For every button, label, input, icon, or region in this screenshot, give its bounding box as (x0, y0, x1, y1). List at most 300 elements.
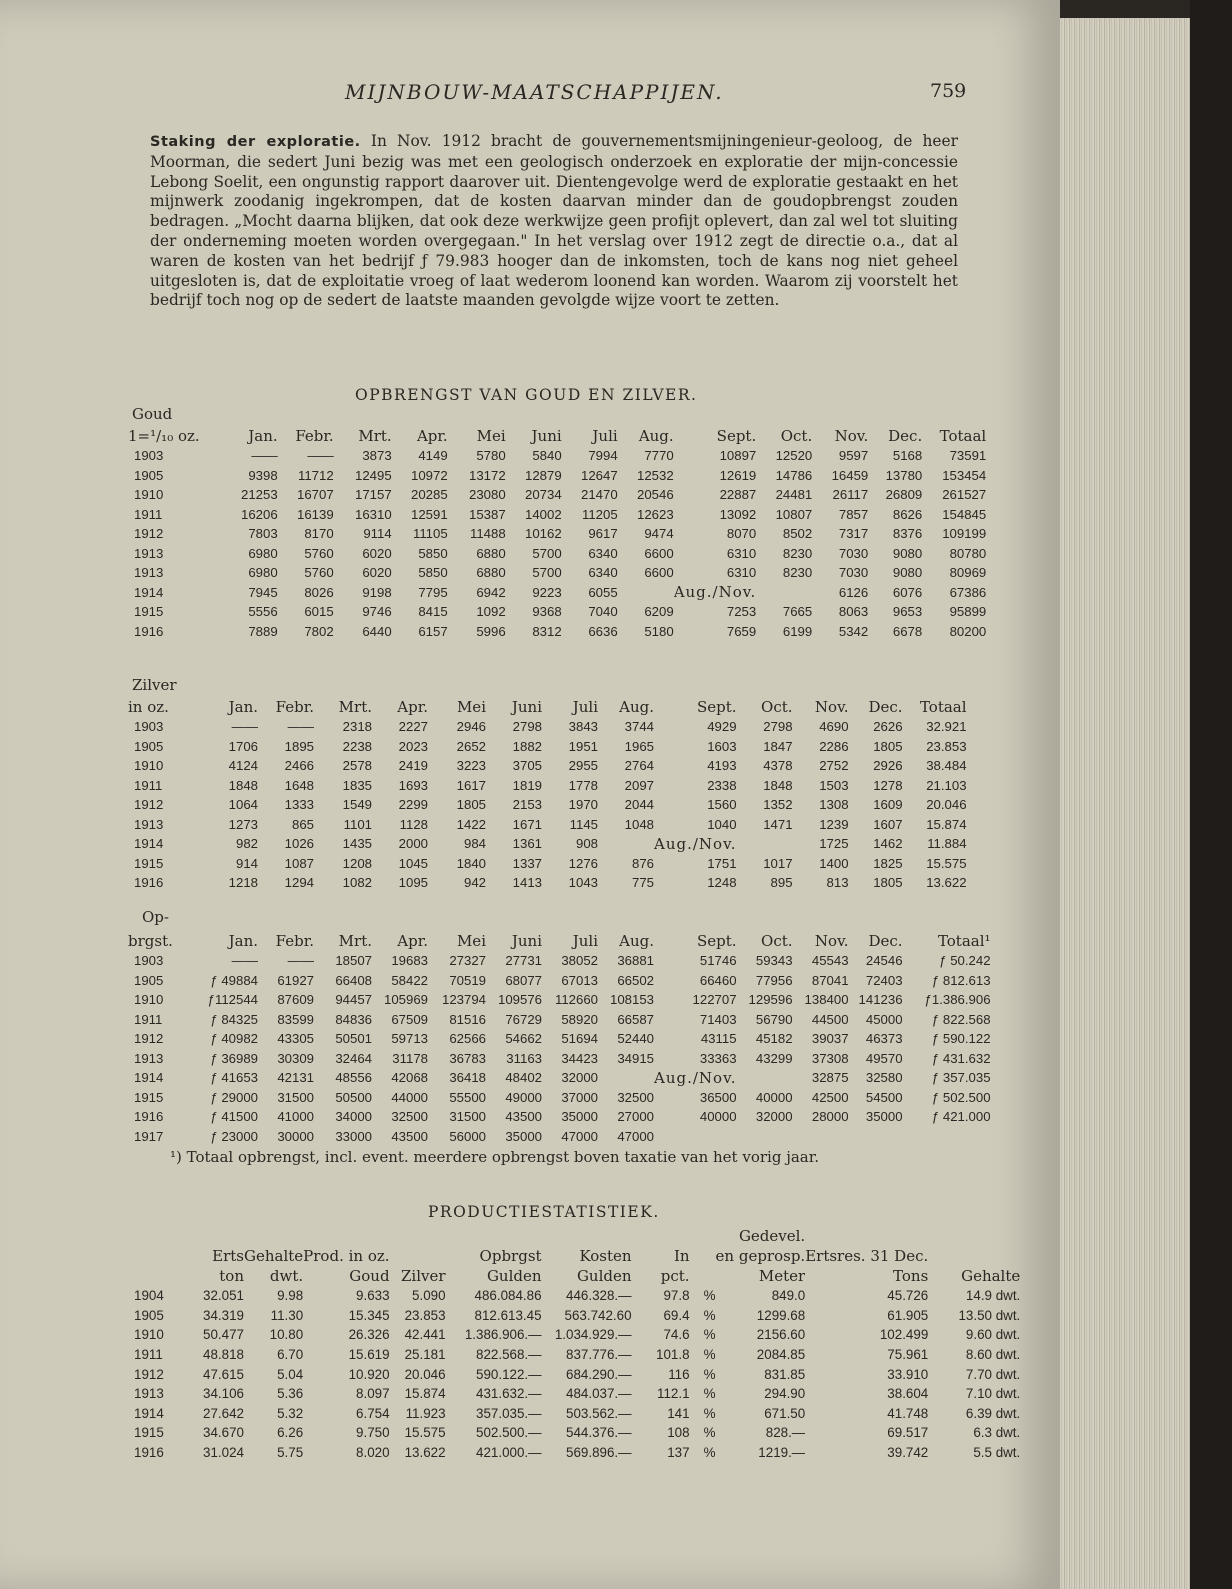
column-header: Gulden (576, 1267, 632, 1285)
year-cell: 1915 (134, 1089, 164, 1105)
value-cell: ƒ112544 (207, 992, 258, 1008)
value-cell: 9617 (588, 526, 618, 542)
value-cell: 34915 (617, 1050, 654, 1066)
value-cell: 141 (667, 1405, 690, 1421)
value-cell: 6.39 dwt. (965, 1405, 1021, 1421)
value-cell: 62566 (449, 1031, 486, 1047)
column-header: Juli (572, 931, 598, 950)
value-cell: 30309 (277, 1050, 314, 1066)
value-cell: 1609 (873, 797, 903, 813)
value-cell: 30000 (277, 1128, 314, 1144)
value-cell: 43500 (391, 1128, 428, 1144)
value-cell: 34.106 (203, 1386, 244, 1402)
value-cell: 1333 (284, 797, 314, 813)
value-cell: 34.319 (203, 1307, 244, 1323)
zilver-unit-header: in oz. (128, 697, 169, 716)
value-cell: 32500 (391, 1109, 428, 1125)
value-cell: ƒ1.386.906 (924, 992, 991, 1008)
value-cell: 7317 (838, 526, 869, 542)
column-header: ton (219, 1267, 244, 1285)
value-cell: 123794 (441, 992, 486, 1008)
year-cell: 1911 (134, 506, 163, 522)
paragraph-text: In Nov. 1912 bracht de gouvernementsmijningenieur-geoloog, de heer Moorman, die sedert Juni bezig was met een geologisch onderzoek en exploratie der mijn-concessie Lebong Soelit, een ongunstig rapport daarover uit. Dientengevolge werd de exploratie gestaakt en het mijnwerk zoodanig ingekrompen, dat de kosten daarvan minder dan de goudopbrengst zouden bedragen. „Mocht daarna blijken, dat ook deze werkwijze geen profijt oplevert, dan zal wel tot sluiting der onderneming moeten worden overgegaan." In het verslag over 1912 zegt de directie o.a., dat al waren de kosten van het bedrijf ƒ 79.983 hooger dan de inkomsten, toch de kans nog niet geheel uitgesloten is, dat de exploitatie vroeg of laat wederom loonend kan worden. Waarom zij voorstelt het bedrijf toch nog op de sedert de laatste maanden gevolgde wijze voort te zetten. (150, 132, 958, 310)
value-cell: 50500 (335, 1089, 372, 1105)
year-cell: 1912 (134, 797, 164, 813)
value-cell: % (703, 1327, 716, 1343)
value-cell: 2097 (624, 777, 654, 793)
value-cell: 67386 (949, 584, 987, 600)
value-cell: 7040 (588, 604, 618, 620)
value-cell: —— (287, 719, 314, 735)
value-cell: 66587 (617, 1011, 654, 1027)
column-header: Mrt. (358, 426, 392, 445)
value-cell: 8626 (892, 506, 923, 522)
value-cell: ƒ 36989 (210, 1050, 258, 1066)
value-cell: 1471 (763, 816, 793, 832)
value-cell: 97.8 (663, 1288, 690, 1304)
year-cell: 1916 (134, 1445, 164, 1461)
value-cell: 3873 (362, 448, 392, 464)
value-cell: 95899 (949, 604, 987, 620)
value-cell: 1294 (284, 875, 314, 891)
value-cell: 5.75 (277, 1445, 304, 1461)
value-cell: 72403 (865, 972, 903, 988)
year-cell: 1912 (134, 526, 164, 542)
value-cell: 4193 (707, 758, 737, 774)
value-cell: 1239 (819, 816, 849, 832)
zilver-table (128, 696, 967, 893)
year-cell: 1916 (134, 623, 164, 639)
section-title-productie: PRODUCTIESTATISTIEK. (428, 1203, 660, 1221)
value-cell: ƒ 40982 (210, 1031, 258, 1047)
value-cell: 9368 (532, 604, 562, 620)
value-cell: 15.575 (926, 855, 967, 871)
geld-row (128, 1127, 991, 1147)
value-cell: 32580 (865, 1070, 903, 1086)
column-header: Gehalte (961, 1267, 1021, 1285)
value-cell (903, 1127, 991, 1147)
value-cell (793, 1127, 849, 1147)
value-cell: % (703, 1405, 716, 1421)
value-cell: ƒ 49884 (210, 972, 258, 988)
column-header: In (673, 1247, 690, 1265)
value-cell: 5.36 (277, 1386, 304, 1402)
value-cell: 6020 (362, 565, 392, 581)
zilver-label: Zilver (132, 676, 177, 694)
value-cell: 2798 (512, 719, 542, 735)
value-cell: 357.035.— (476, 1405, 542, 1421)
value-cell: 35000 (865, 1109, 903, 1125)
value-cell: 12647 (581, 467, 618, 483)
value-cell: % (703, 1445, 716, 1461)
value-cell: 50501 (335, 1031, 372, 1047)
value-cell: 1882 (512, 738, 542, 754)
value-cell: 5.04 (277, 1366, 304, 1382)
value-cell: 38052 (561, 953, 598, 969)
value-cell (737, 1068, 793, 1088)
value-cell: 10162 (525, 526, 562, 542)
column-header: Dec. (888, 426, 923, 445)
value-cell: 26117 (832, 487, 869, 503)
value-cell: 48556 (335, 1070, 372, 1086)
value-cell: 1145 (569, 816, 598, 832)
value-cell: 5760 (304, 565, 334, 581)
value-cell: 112660 (554, 992, 598, 1008)
value-cell: 46373 (865, 1031, 903, 1047)
column-header: Mrt. (338, 697, 372, 716)
value-cell: 563.742.60 (564, 1307, 632, 1323)
value-cell: 503.562.— (566, 1405, 632, 1421)
value-cell: 77956 (755, 972, 793, 988)
value-cell: 6440 (362, 623, 392, 639)
value-cell: 42500 (811, 1089, 849, 1105)
value-cell: 15387 (469, 506, 506, 522)
value-cell: 6.3 dwt. (973, 1425, 1021, 1441)
year-cell: 1904 (134, 1288, 164, 1304)
value-cell: 20734 (525, 487, 562, 503)
value-cell: 9653 (892, 604, 923, 620)
value-cell: 1805 (456, 797, 486, 813)
column-header: Jan. (228, 931, 258, 950)
geld-row (128, 1088, 991, 1108)
footnote: ¹) Totaal opbrengst, incl. event. meerdere opbrengst boven taxatie van het vorig jaar. (170, 1148, 820, 1166)
value-cell: 43115 (700, 1031, 737, 1047)
value-cell: 1725 (819, 836, 849, 852)
column-header (128, 1266, 176, 1286)
year-cell: 1913 (134, 565, 164, 581)
value-cell: 1101 (343, 816, 372, 832)
geld-row (128, 1049, 991, 1069)
value-cell: 942 (463, 875, 486, 891)
column-header: Sept. (716, 426, 757, 445)
value-cell: 8502 (782, 526, 813, 542)
value-cell: 590.122.— (476, 1366, 542, 1382)
value-cell (737, 1127, 793, 1147)
value-cell (737, 834, 793, 854)
value-cell: 6.754 (356, 1405, 390, 1421)
value-cell: 38.484 (926, 758, 967, 774)
value-cell: 67509 (391, 1011, 428, 1027)
value-cell: 5180 (644, 623, 674, 639)
year-cell: 1910 (134, 758, 164, 774)
value-cell: 569.896.— (566, 1445, 632, 1461)
year-cell: 1910 (134, 487, 164, 503)
value-cell: 895 (770, 875, 793, 891)
column-header: dwt. (269, 1267, 304, 1285)
year-cell: 1911 (134, 1011, 163, 1027)
value-cell: —— (287, 953, 314, 969)
value-cell: 8070 (726, 526, 757, 542)
value-cell: 20546 (637, 487, 674, 503)
column-header: Jan. (248, 426, 278, 445)
value-cell: 13780 (885, 467, 923, 483)
value-cell: % (703, 1386, 716, 1402)
column-header (928, 1226, 1020, 1246)
value-cell: 1017 (763, 855, 793, 871)
column-header: Nov. (814, 697, 849, 716)
value-cell: 80780 (949, 545, 987, 561)
value-cell: 7.70 dwt. (965, 1366, 1021, 1382)
goud-row (128, 622, 986, 642)
value-cell: 14.9 dwt. (965, 1288, 1021, 1304)
column-header: Opbrgst (479, 1247, 542, 1265)
value-cell: Aug./Nov. (673, 583, 757, 602)
value-cell: 1435 (342, 836, 372, 852)
value-cell: 6600 (644, 545, 674, 561)
value-cell: 1248 (707, 875, 737, 891)
value-cell: 6076 (892, 584, 923, 600)
value-cell: —— (251, 448, 278, 464)
value-cell: 2000 (398, 836, 428, 852)
value-cell: 16310 (355, 506, 392, 522)
geld-row (128, 990, 991, 1010)
value-cell: 138400 (804, 992, 849, 1008)
year-cell: 1903 (134, 953, 164, 969)
column-header: Gehalte (244, 1247, 304, 1265)
column-header: en geprosp. (715, 1247, 806, 1265)
value-cell: 1825 (873, 855, 903, 871)
value-cell: 10.920 (348, 1366, 390, 1382)
value-cell: 36500 (699, 1089, 737, 1105)
value-cell: 876 (631, 855, 654, 871)
year-cell: 1915 (134, 1425, 164, 1441)
value-cell: 32000 (561, 1070, 598, 1086)
value-cell: 54662 (505, 1031, 542, 1047)
productie-header-row (128, 1246, 1020, 1266)
value-cell: 11.884 (927, 836, 967, 852)
productie-row (128, 1325, 1020, 1345)
column-header: Febr. (295, 426, 334, 445)
value-cell: 831.85 (764, 1366, 806, 1382)
value-cell: 6678 (892, 623, 923, 639)
value-cell: 2023 (398, 738, 428, 754)
value-cell: 15.575 (404, 1425, 446, 1441)
value-cell: 261527 (942, 487, 987, 503)
value-cell: 1805 (873, 875, 903, 891)
column-header: Aug. (638, 426, 674, 445)
value-cell: 2955 (568, 758, 598, 774)
value-cell: 24481 (775, 487, 813, 503)
value-cell: 21253 (241, 487, 278, 503)
year-cell: 1913 (134, 816, 164, 832)
productie-row (128, 1345, 1020, 1365)
year-cell: 1913 (134, 1050, 164, 1066)
value-cell: 56790 (755, 1011, 793, 1027)
value-cell: % (703, 1307, 716, 1323)
value-cell: 75.961 (887, 1347, 929, 1363)
column-header: Gulden (486, 1267, 542, 1285)
geld-row (128, 1029, 991, 1049)
value-cell: 45543 (811, 953, 849, 969)
value-cell: 1503 (819, 777, 849, 793)
column-header: Febr. (275, 697, 314, 716)
value-cell: 137 (667, 1445, 690, 1461)
value-cell: 112.1 (657, 1386, 690, 1402)
value-cell: 9223 (532, 584, 562, 600)
column-header (244, 1226, 303, 1246)
column-header: Tons (893, 1267, 929, 1285)
column-header (805, 1226, 928, 1246)
value-cell: 1218 (228, 875, 258, 891)
value-cell: 12879 (525, 467, 562, 483)
value-cell: 2227 (398, 719, 428, 735)
geld-row (128, 971, 991, 991)
value-cell: 43305 (277, 1031, 314, 1047)
productie-header-row (128, 1266, 1020, 1286)
geld-row (128, 1068, 991, 1088)
value-cell: 6980 (248, 565, 278, 581)
value-cell: 47000 (561, 1128, 598, 1144)
value-cell: 25.181 (404, 1347, 446, 1363)
value-cell: 1082 (342, 875, 372, 891)
value-cell: 5.5 dwt. (973, 1445, 1021, 1461)
value-cell: 837.776.— (566, 1347, 632, 1363)
value-cell: 7253 (726, 604, 757, 620)
value-cell: 34.670 (203, 1425, 244, 1441)
value-cell: 8312 (532, 623, 562, 639)
value-cell: 43299 (755, 1050, 793, 1066)
value-cell: 7945 (248, 584, 278, 600)
value-cell: 1422 (456, 816, 486, 832)
value-cell: 42131 (277, 1070, 314, 1086)
year-cell: 1905 (134, 972, 164, 988)
value-cell: 6126 (838, 584, 869, 600)
value-cell: 7.10 dwt. (965, 1386, 1021, 1402)
book-spine-shadow (1190, 0, 1232, 1589)
value-cell (849, 1127, 903, 1147)
value-cell: 1951 (568, 738, 598, 754)
value-cell: 1671 (512, 816, 542, 832)
value-cell: 58422 (391, 972, 428, 988)
running-title: MIJNBOUW-MAATSCHAPPIJEN. (345, 80, 724, 104)
value-cell: 36783 (449, 1050, 486, 1066)
column-header: Dec. (868, 697, 903, 716)
value-cell: 19683 (391, 953, 428, 969)
value-cell: 1043 (568, 875, 598, 891)
year-cell: 1905 (134, 738, 164, 754)
value-cell: 13092 (719, 506, 757, 522)
value-cell: —— (231, 719, 258, 735)
value-cell: 1276 (568, 855, 598, 871)
column-header (128, 1246, 176, 1266)
value-cell: 7857 (838, 506, 869, 522)
value-cell: 68077 (505, 972, 542, 988)
value-cell: 6636 (588, 623, 618, 639)
value-cell: 87609 (277, 992, 314, 1008)
value-cell: 9.750 (356, 1425, 390, 1441)
value-cell: 2752 (819, 758, 849, 774)
value-cell: 15.874 (926, 816, 967, 832)
value-cell: 1848 (228, 777, 258, 793)
value-cell: 43500 (505, 1109, 542, 1125)
column-header: Apr. (397, 931, 428, 950)
value-cell: 7994 (588, 448, 618, 464)
value-cell: 684.290.— (566, 1366, 632, 1382)
value-cell: 41000 (277, 1109, 314, 1125)
column-header (390, 1246, 446, 1266)
value-cell: 865 (291, 816, 314, 832)
section-title-opbrengst: OPBRENGST VAN GOUD EN ZILVER. (355, 386, 698, 404)
goud-row (128, 563, 986, 583)
column-header (690, 1226, 716, 1246)
goud-row (128, 544, 986, 564)
value-cell: 2299 (398, 797, 428, 813)
value-cell: ƒ 812.613 (931, 972, 991, 988)
zilver-row (128, 737, 967, 757)
productie-table (128, 1226, 1020, 1462)
column-header: Juni (511, 697, 542, 716)
value-cell: 71403 (699, 1011, 737, 1027)
value-cell: 34423 (561, 1050, 598, 1066)
value-cell: 69.517 (887, 1425, 929, 1441)
value-cell: 3705 (512, 758, 542, 774)
value-cell: 12495 (355, 467, 392, 483)
value-cell: 6199 (782, 623, 813, 639)
value-cell: 1299.68 (756, 1307, 806, 1323)
value-cell: 1413 (512, 875, 542, 891)
productie-row (128, 1384, 1020, 1404)
zilver-row (128, 795, 967, 815)
value-cell: 129596 (748, 992, 793, 1008)
column-header: Ertsres. 31 Dec. (805, 1247, 929, 1265)
value-cell: 8.020 (356, 1445, 390, 1461)
value-cell: 27.642 (203, 1405, 244, 1421)
value-cell: 20.046 (926, 797, 967, 813)
value-cell: 7802 (304, 623, 334, 639)
value-cell: 28000 (811, 1109, 849, 1125)
value-cell: 914 (235, 855, 258, 871)
value-cell: 70519 (449, 972, 486, 988)
value-cell: 32.921 (926, 719, 967, 735)
value-cell: 2153 (512, 797, 542, 813)
value-cell: 1308 (819, 797, 849, 813)
value-cell: 6310 (726, 545, 757, 561)
column-header: Zilver (401, 1267, 446, 1285)
value-cell: ƒ 590.122 (931, 1031, 991, 1047)
value-cell: 12591 (411, 506, 448, 522)
value-cell: 11712 (297, 467, 334, 483)
value-cell: 1751 (707, 855, 737, 871)
goud-row (128, 583, 986, 603)
value-cell: 1847 (763, 738, 793, 754)
value-cell: 8376 (892, 526, 923, 542)
goud-table (128, 425, 986, 641)
value-cell: 67013 (561, 972, 598, 988)
value-cell: 23080 (469, 487, 506, 503)
value-cell: 1048 (624, 816, 654, 832)
value-cell: 822.568.— (476, 1347, 542, 1363)
goud-row (128, 505, 986, 525)
value-cell: ƒ 41653 (210, 1070, 258, 1086)
value-cell: 1462 (873, 836, 903, 852)
value-cell: 6310 (726, 565, 757, 581)
value-cell: 39037 (811, 1031, 849, 1047)
column-header: Sept. (696, 697, 737, 716)
value-cell: 44500 (811, 1011, 849, 1027)
value-cell: 16707 (297, 487, 334, 503)
value-cell: 813 (826, 875, 849, 891)
value-cell: 14002 (525, 506, 562, 522)
year-cell: 1910 (134, 1327, 164, 1343)
value-cell: 9114 (363, 526, 392, 542)
value-cell (756, 583, 812, 603)
value-cell (618, 583, 674, 603)
year-cell: 1914 (134, 836, 164, 852)
productie-row (128, 1364, 1020, 1384)
value-cell: 108153 (609, 992, 654, 1008)
value-cell: 76729 (505, 1011, 542, 1027)
value-cell: 2926 (873, 758, 903, 774)
